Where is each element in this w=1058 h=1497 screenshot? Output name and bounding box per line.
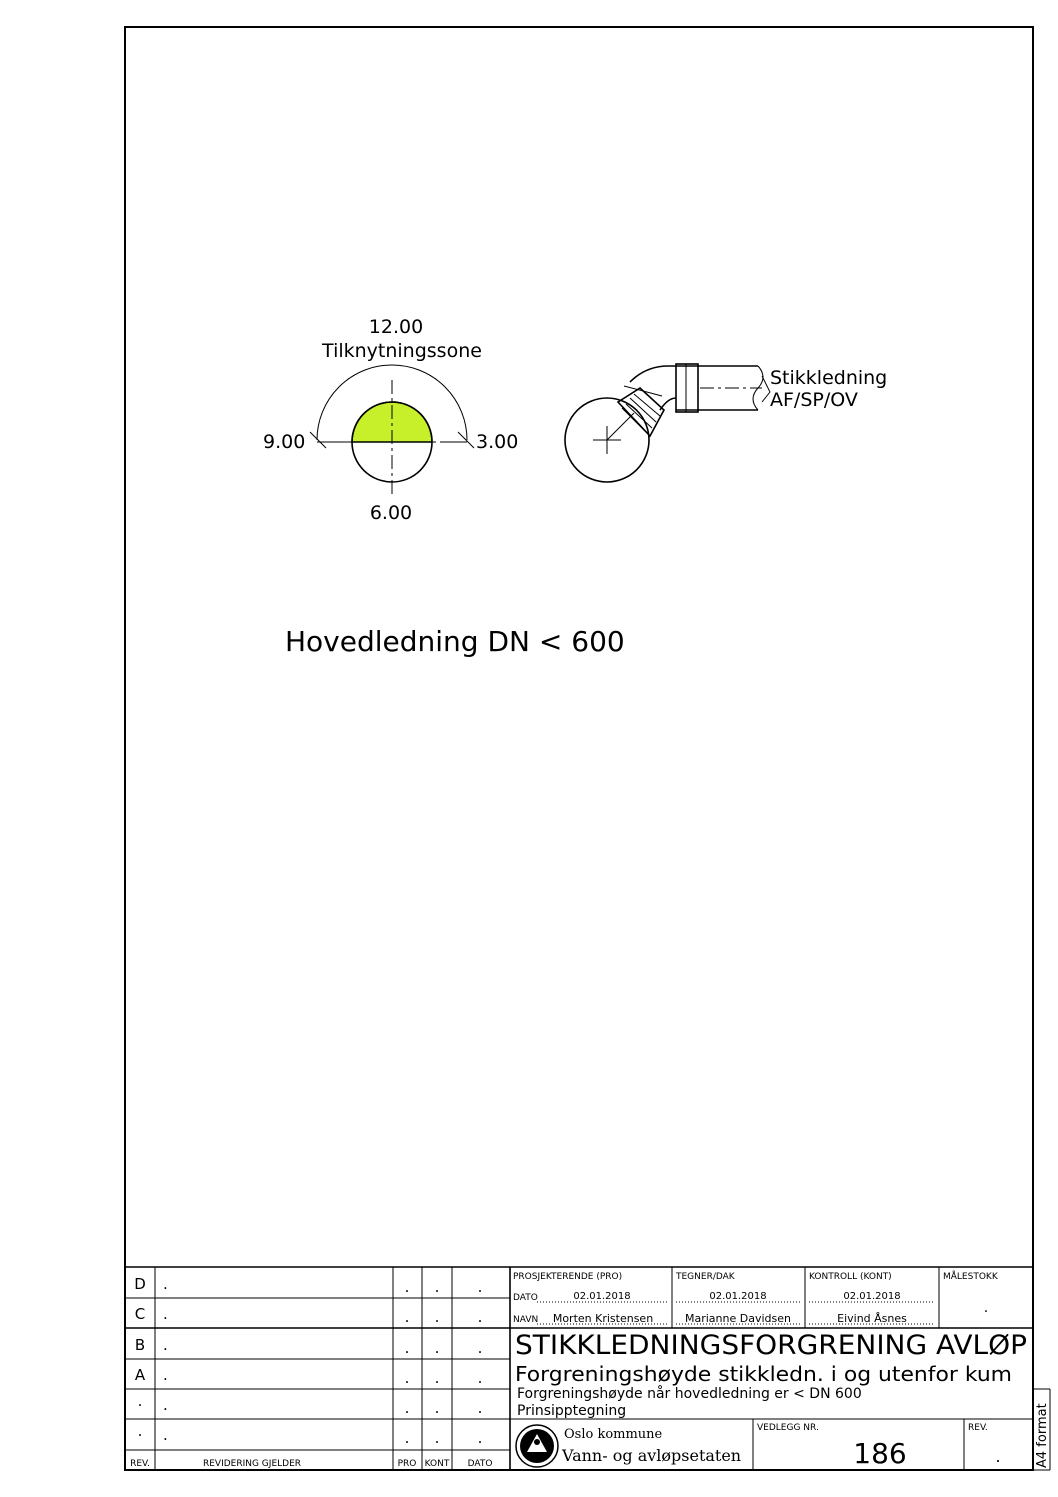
oslo-kommune-logo xyxy=(516,1425,558,1467)
clock-3-label: 3.00 xyxy=(476,431,519,453)
revision-rows xyxy=(134,1275,482,1447)
svg-text:.: . xyxy=(434,1369,440,1387)
branch-pipe-figure xyxy=(565,364,887,482)
malestokk-label: MÅLESTOKK xyxy=(943,1272,998,1282)
figure-caption: Hovedledning DN < 600 xyxy=(285,625,625,658)
svg-text:.: . xyxy=(404,1399,410,1417)
svg-text:.: . xyxy=(477,1278,483,1296)
kontroll-label: KONTROLL (KONT) xyxy=(809,1272,892,1282)
vedlegg-label: VEDLEGG NR. xyxy=(757,1423,819,1433)
svg-text:PRO: PRO xyxy=(397,1459,417,1469)
title-sub3: Prinsipptegning xyxy=(517,1403,627,1419)
rev-letter: B xyxy=(134,1336,146,1354)
svg-text:.: . xyxy=(477,1308,483,1326)
rev-desc: . xyxy=(163,1305,168,1323)
svg-text:KONT: KONT xyxy=(424,1459,450,1469)
svg-text:REV.: REV. xyxy=(130,1459,150,1469)
svg-text:.: . xyxy=(404,1339,410,1357)
malestokk-value: . xyxy=(983,1300,989,1316)
tegner-date: 02.01.2018 xyxy=(709,1291,767,1302)
arc-tick-right xyxy=(458,432,474,448)
drawing-title xyxy=(515,1330,1027,1419)
rev-value: . xyxy=(995,1447,1001,1466)
rev-letter: D xyxy=(134,1275,146,1293)
svg-text:.: . xyxy=(404,1369,410,1387)
kontroll-name: Eivind Åsnes xyxy=(837,1312,907,1325)
clock-12-label: 12.00 xyxy=(368,316,424,338)
pipe-label-2: AF/SP/OV xyxy=(770,389,858,411)
rev-letter: C xyxy=(134,1305,146,1323)
svg-text:.: . xyxy=(434,1339,440,1357)
sheet-border xyxy=(125,27,1033,1470)
signature-block xyxy=(513,1270,999,1325)
vedlegg-value: 186 xyxy=(853,1437,907,1470)
rev-desc: . xyxy=(163,1426,168,1444)
tegner-label: TEGNER/DAK xyxy=(676,1272,735,1282)
rev-letter: A xyxy=(134,1366,146,1384)
proj-name: Morten Kristensen xyxy=(552,1312,654,1325)
clock-9-label: 9.00 xyxy=(263,431,306,453)
title-main: STIKKLEDNINGSFORGRENING AVLØP xyxy=(515,1330,1027,1361)
title-sub2: Forgreningshøyde når hovedledning er < DN 600 xyxy=(517,1386,862,1402)
svg-text:.: . xyxy=(434,1278,440,1296)
rev-desc: . xyxy=(163,1336,168,1354)
org-line1: Oslo kommune xyxy=(564,1427,663,1442)
revision-header xyxy=(130,1459,492,1469)
svg-text:.: . xyxy=(434,1399,440,1417)
zone-label: Tilknytningssone xyxy=(322,340,482,362)
document-number xyxy=(757,1403,1050,1470)
org-block xyxy=(516,1425,741,1467)
svg-text:.: . xyxy=(477,1339,483,1357)
branch-axis xyxy=(607,413,634,440)
leader-line xyxy=(762,376,770,392)
tegner-name: Marianne Davidsen xyxy=(685,1312,791,1325)
rev-letter: . xyxy=(137,1392,143,1410)
svg-text:DATO: DATO xyxy=(467,1459,493,1469)
svg-text:.: . xyxy=(477,1429,483,1447)
rev-label: REV. xyxy=(968,1423,988,1433)
pipe-socket xyxy=(676,364,698,412)
svg-text:.: . xyxy=(477,1369,483,1387)
dato-label: DATO xyxy=(513,1293,538,1303)
svg-text:.: . xyxy=(434,1308,440,1326)
title-sub1: Forgreningshøyde stikkledn. i og utenfor kum xyxy=(515,1362,1012,1386)
proj-date: 02.01.2018 xyxy=(573,1291,631,1302)
rev-desc: . xyxy=(163,1396,168,1414)
svg-text:.: . xyxy=(404,1429,410,1447)
kontroll-date: 02.01.2018 xyxy=(843,1291,901,1302)
svg-text:.: . xyxy=(404,1278,410,1296)
rev-desc: . xyxy=(163,1366,168,1384)
connection-zone-figure xyxy=(263,316,518,524)
rev-letter: . xyxy=(137,1422,143,1440)
bend-outer xyxy=(630,366,676,382)
pipe-label-1: Stikkledning xyxy=(770,367,888,389)
svg-text:.: . xyxy=(477,1399,483,1417)
rev-desc: . xyxy=(163,1275,168,1293)
org-line2: Vann- og avløpsetaten xyxy=(562,1446,742,1465)
arc-tick-left xyxy=(310,432,326,448)
svg-text:REVIDERING GJELDER: REVIDERING GJELDER xyxy=(202,1459,302,1469)
svg-text:.: . xyxy=(404,1308,410,1326)
navn-label: NAVN xyxy=(513,1315,539,1325)
clock-6-label: 6.00 xyxy=(369,502,413,524)
proj-label: PROSJEKTERENDE (PRO) xyxy=(513,1272,623,1282)
format-label: A4 format xyxy=(1035,1403,1050,1468)
svg-text:.: . xyxy=(434,1429,440,1447)
